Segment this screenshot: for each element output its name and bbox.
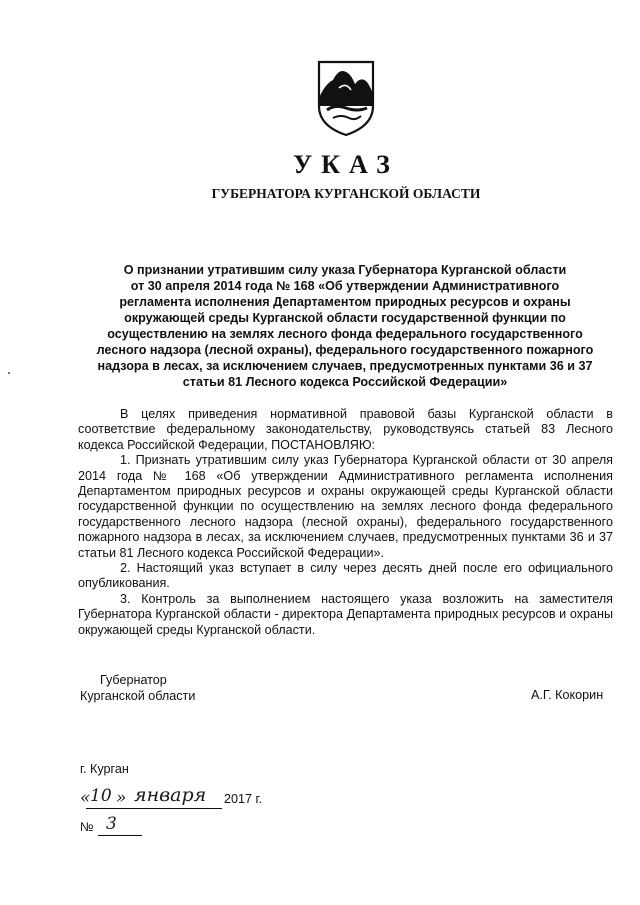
heading-line: окружающей среды Курганской области государственной функции по [124, 311, 566, 325]
heading-line: от 30 апреля 2014 года № 168 «Об утверждении Административного [130, 279, 560, 293]
number-label: № [80, 820, 94, 834]
date-open-quote: « [80, 788, 91, 808]
body-paragraph: В целях приведения нормативной правовой базы Курганской области в соответствие федеральному законодательству, руководствуясь статьей 83 Лесного кодекса Российской Федерации, ПОСТАНОВЛЯЮ: [78, 407, 613, 452]
signatory-position-line: Губернатор [100, 673, 167, 687]
heading-line: надзора в лесах, за исключением случаев, предусмотренных пунктами 36 и 37 [97, 359, 593, 373]
body-paragraph: 3. Контроль за выполнением настоящего указа возложить на заместителя Губернатора Курганской области - директора Департамента природных ресурсов и охраны окружающей среды Курганской области. [78, 591, 613, 637]
date-day: 10 [90, 786, 112, 806]
document-title: УКАЗ [293, 150, 399, 179]
heading-line: лесного надзора (лесной охраны), федерального государственного пожарного [96, 343, 594, 357]
coat-of-arms-icon [313, 58, 379, 138]
document-heading [80, 262, 610, 390]
body-paragraph: 1. Признать утратившим силу указ Губернатора Курганской области от 30 апреля 2014 года № 168 «Об утверждении Административного регламента исполнения Департаментом природных ресурсов и охраны окружающей среды Курганской области государственной функции по осуществлению на землях лесного фонда федерального государственного лесного надзора (лесной охраны), федерального государственного пожарного надзора в лесах, за исключением случаев, предусмотренных пунктами 36 и 37 статьи 81 Лесного кодекса Российской Федерации». [78, 453, 613, 560]
heading-line: О признании утратившим силу указа Губернатора Курганской области [123, 263, 567, 277]
document-subtitle: ГУБЕРНАТОРА КУРГАНСКОЙ ОБЛАСТИ [211, 186, 481, 201]
body-paragraph: 2. Настоящий указ вступает в силу через десять дней после его официального опубликования. [78, 561, 613, 591]
number-value: 3 [106, 814, 117, 834]
document-number [80, 814, 200, 840]
number-underline [98, 835, 142, 836]
document-body [78, 407, 613, 638]
date-underline [86, 808, 222, 809]
date-close-quote: » [116, 788, 127, 808]
signatory-position [80, 672, 195, 704]
heading-line: статьи 81 Лесного кодекса Российской Федерации» [182, 375, 508, 389]
scan-speck [8, 372, 10, 374]
issue-city: г. Курган [80, 762, 129, 776]
signatory-position-line: Курганской области [80, 689, 196, 703]
issue-date [80, 784, 310, 812]
date-year: 2017 г. [224, 792, 263, 806]
signatory-name: А.Г. Кокорин [531, 688, 604, 702]
heading-line: осуществлению на землях лесного фонда федерального государственного [107, 327, 583, 341]
date-month: января [134, 784, 207, 806]
heading-line: регламента исполнения Департаментом природных ресурсов и охраны [119, 295, 571, 309]
